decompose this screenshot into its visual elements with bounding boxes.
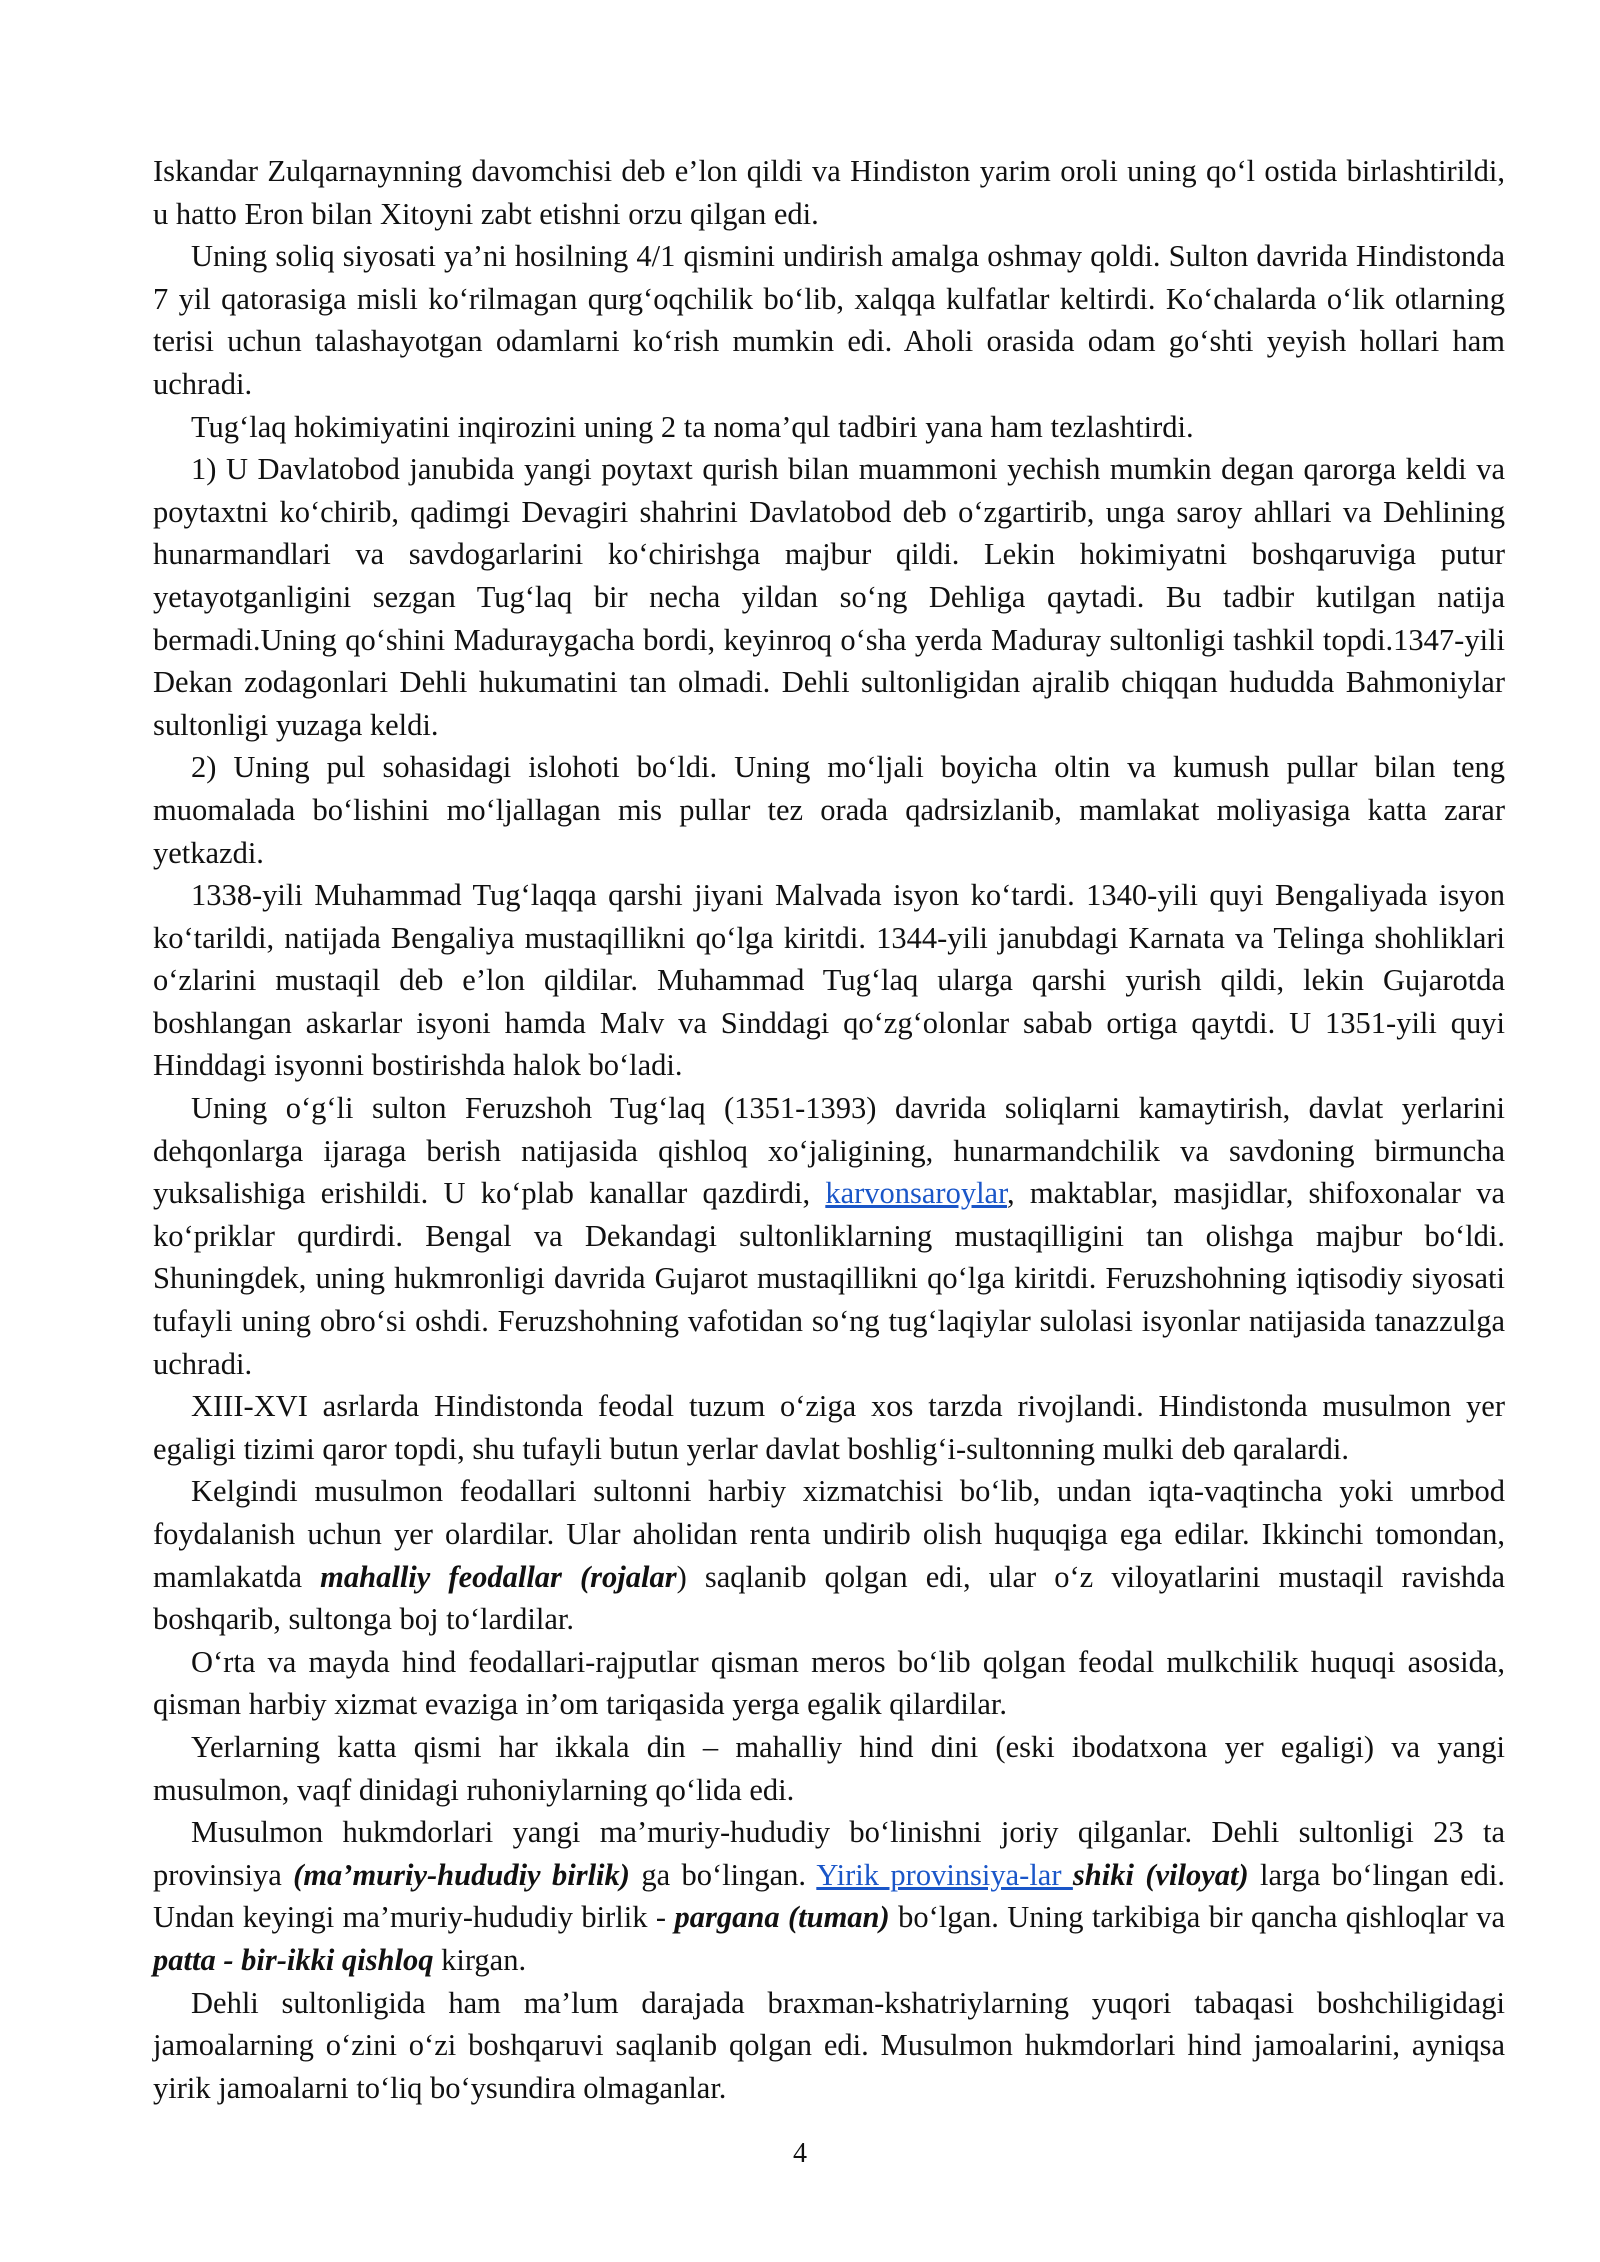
hyperlink[interactable]: Yirik provinsiya-lar [816, 1857, 1073, 1892]
emphasized-term: mahalliy feodallar (rojalar [320, 1559, 677, 1594]
paragraph-text: 1338-yili Muhammad Tug‘laqqa qarshi jiyani Malvada isyon ko‘tardi. 1340-yili quyi Bengaliyada isyon ko‘tarildi, natijada Bengaliya mustaqillikni qo‘lga kiritdi. 1344-yili janubdagi Karnata va Telinga shohliklari o‘zlarini mustaqil deb e’lon qildilar. Muhammad Tug‘laq ularga qarshi yurish qildi, lekin Gujarotda boshlangan askarlar isyoni hamda Malv va Sinddagi qo‘zg‘olonlar sabab ortiga qaytdi. U 1351-yili quyi Hinddagi isyonni bostirishda halok bo‘ladi. [153, 878, 1505, 1083]
paragraph-text: larga bo‘lingan edi. Undan keyingi ma’muriy-hududiy birlik - [153, 1857, 1506, 1935]
paragraph-text: Iskandar Zulqarnaynning davomchisi deb e’lon qildi va Hindiston yarim oroli uning qo‘l ostida birlashtirildi, u hatto Eron bilan Xitoyni zabt etishni orzu qilgan edi. [153, 154, 1505, 231]
paragraph-11 [153, 1726, 1505, 1811]
paragraph-2 [153, 235, 1505, 405]
paragraph-text: , maktablar, masjidlar, shifoxonalar va ko‘priklar qurdirdi. Bengal va Dekandagi sultonliklarning mustaqilligini tan olishga majbur bo‘ldi. Shuningdek, uning hukmronligi davrida Gujarot mustaqillikni qo‘lga kiritdi. Feruzshohning iqtisodiy siyosati tufayli uning obro‘si oshdi. Feruzshohning vafotidan so‘ng tug‘laqiylar sulolasi isyonlar natijasida tanazzulga uchradi. [153, 1176, 1505, 1381]
emphasized-term: (ma’muriy-hududiy birlik) [293, 1857, 630, 1892]
paragraph-13 [153, 1982, 1505, 2110]
paragraph-1 [153, 150, 1505, 235]
paragraph-text: kirgan. [433, 1942, 527, 1977]
paragraph-text: ga bo‘lingan. [629, 1857, 817, 1892]
paragraph-8 [153, 1385, 1505, 1470]
paragraph-text: Uning o‘g‘li sulton Feruzshoh Tug‘laq (1351-1393) davrida soliqlarni kamaytirish, davlat yerlarini dehqonlarga ijaraga berish natijasida qishloq xo‘jaligining, hunarmandchilik va savdoning birmuncha yuksalishiga erishildi. U ko‘plab kanallar qazdirdi, [153, 1091, 1505, 1211]
emphasized-term: shiki (viloyat) [1072, 1857, 1249, 1892]
paragraph-text: XIII-XVI asrlarda Hindistonda feodal tuzum o‘ziga xos tarzda rivojlandi. Hindistonda musulmon yer egaligi tizimi qaror topdi, shu tufayli butun yerlar davlat boshlig‘i-sultonning mulki deb qaralardi. [153, 1389, 1505, 1466]
paragraph-6 [153, 874, 1505, 1087]
paragraph-text: ) saqlanib qolgan edi, ular o‘z viloyatlarini mustaqil ravishda boshqarib, sultonga boj to‘lardilar. [153, 1559, 1505, 1637]
hyperlink[interactable]: karvonsaroylar [825, 1176, 1008, 1211]
paragraph-text: Tug‘laq hokimiyatini inqirozini uning 2 ta noma’qul tadbiri yana ham tezlashtirdi. [191, 409, 1194, 444]
emphasized-term: pargana (tuman) [674, 1900, 890, 1935]
paragraph-3 [153, 406, 1505, 449]
document-page [153, 150, 1505, 2109]
paragraph-12 [153, 1811, 1505, 1981]
paragraph-text: O‘rta va mayda hind feodallari-rajputlar qisman meros bo‘lib qolgan feodal mulkchilik huquqi asosida, qisman harbiy xizmat evaziga in’om tariqasida yerga egalik qilardilar. [153, 1644, 1505, 1722]
paragraph-10 [153, 1641, 1505, 1726]
paragraph-text: Yerlarning katta qismi har ikkala din – mahalliy hind dini (eski ibodatxona yer egaligi) va yangi musulmon, vaqf dinidagi ruhoniylarning qo‘lida edi. [153, 1729, 1505, 1807]
paragraph-text: bo‘lgan. Uning tarkibiga bir qancha qishloqlar va [889, 1900, 1505, 1935]
paragraph-text: Musulmon hukmdorlari yangi ma’muriy-hududiy bo‘linishni joriy qilganlar. Dehli sultonligi 23 ta provinsiya [153, 1815, 1505, 1892]
page-number: 4 [793, 2138, 807, 2169]
paragraph-text: 1) U Davlatobod janubida yangi poytaxt qurish bilan muammoni yechish mumkin degan qarorga keldi va poytaxtni ko‘chirib, qadimgi Devagiri shahrini Davlatobod deb o‘zgartirib, unga saroy ahllari va Dehlining hunarmandlari va savdogarlarini ko‘chirishga majbur qildi. Lekin hokimiyatni boshqaruviga putur yetayotganligini sezgan Tug‘laq bir necha yildan so‘ng Dehliga qaytadi. Bu tadbir kutilgan natija bermadi.Uning qo‘shini Maduraygacha bordi, keyinroq o‘sha yerda Maduray sultonligi tashkil topdi.1347-yili Dekan zodagonlari Dehli hukumatini tan olmadi. Dehli sultonligidan ajralib chiqqan hududda Bahmoniylar sultonligi yuzaga keldi. [153, 452, 1505, 742]
paragraph-text: 2) Uning pul sohasidagi islohoti bo‘ldi. Uning mo‘ljali boyicha oltin va kumush pullar bilan teng muomalada bo‘lishini mo‘ljallagan mis pullar tez orada qadrsizlanib, mamlakat moliyasiga katta zarar yetkazdi. [153, 750, 1505, 870]
paragraph-text: Kelgindi musulmon feodallari sultonni harbiy xizmatchisi bo‘lib, undan iqta-vaqtincha yoki umrbod foydalanish uchun yer olardilar. Ular aholidan renta undirib olish huquqiga ega edilar. Ikkinchi tomondan, mamlakatda [153, 1474, 1505, 1594]
paragraph-5 [153, 746, 1505, 874]
emphasized-term: patta - bir-ikki qishloq [153, 1942, 434, 1977]
paragraph-7 [153, 1087, 1505, 1385]
paragraph-9 [153, 1470, 1505, 1640]
paragraph-4 [153, 448, 1505, 746]
paragraph-text: Dehli sultonligida ham ma’lum darajada braxman-kshatriylarning yuqori tabaqasi boshchiligidagi jamoalarning o‘zini o‘zi boshqaruvi saqlanib qolgan edi. Musulmon hukmdorlari hind jamoalarini, ayniqsa yirik jamoalarni to‘liq bo‘ysundira olmaganlar. [153, 1985, 1505, 2105]
paragraph-text: Uning soliq siyosati ya’ni hosilning 4/1 qismini undirish amalga oshmay qoldi. Sulton davrida Hindistonda 7 yil qatorasiga misli ko‘rilmagan qurg‘oqchilik bo‘lib, xalqqa kulfatlar keltirdi. Ko‘chalarda o‘lik otlarning terisi uchun talashayotgan odamlarni ko‘rish mumkin edi. Aholi orasida odam go‘shti yeyish hollari ham uchradi. [153, 239, 1505, 401]
